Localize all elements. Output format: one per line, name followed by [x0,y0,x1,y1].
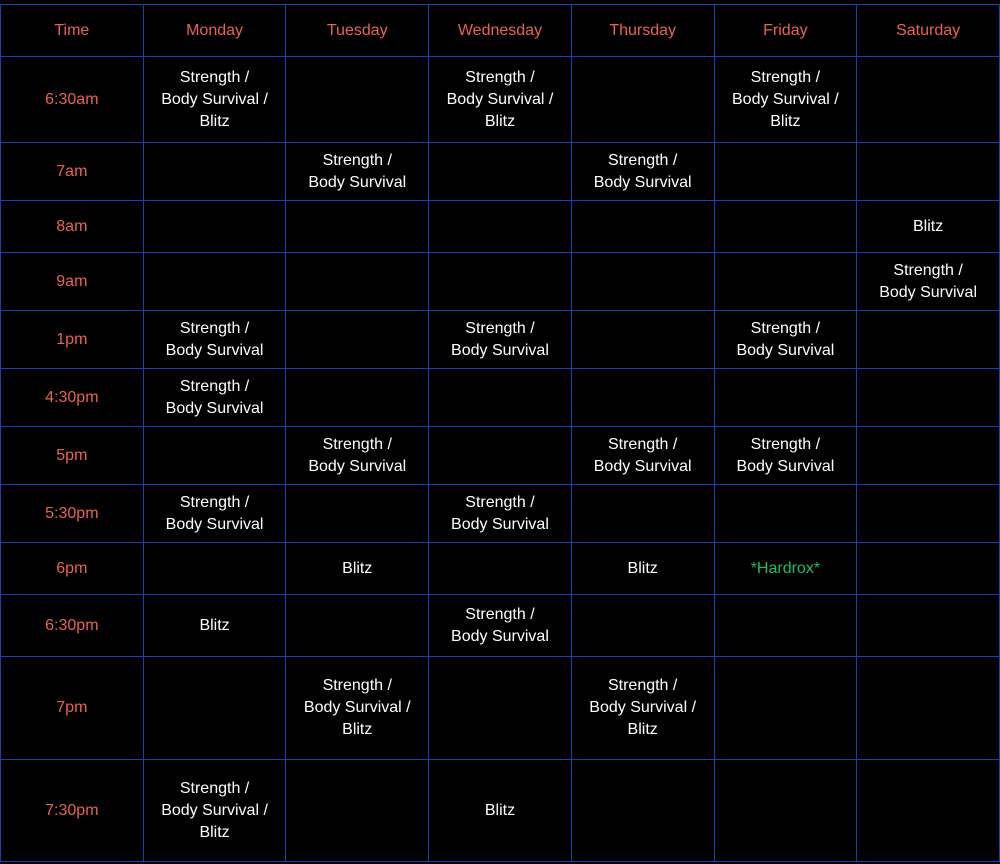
class-cell [286,595,429,657]
class-cell [714,369,857,427]
table-row [1,369,1000,427]
header-time: Time [1,5,144,57]
class-cell: Strength / Body Survival [429,595,572,657]
class-cell [714,201,857,253]
table-row [1,311,1000,369]
table-row [1,485,1000,543]
class-cell: Blitz [429,760,572,862]
time-slot: 6:30pm [1,595,144,657]
class-cell: Strength / Body Survival / Blitz [571,657,714,760]
class-cell: Strength / Body Survival / Blitz [429,57,572,143]
class-cell [571,369,714,427]
class-cell: Strength / Body Survival [286,427,429,485]
class-cell [857,143,1000,201]
class-cell [143,427,286,485]
time-slot: 1pm [1,311,144,369]
class-cell: Strength / Body Survival [143,485,286,543]
class-cell [143,657,286,760]
time-slot: 6:30am [1,57,144,143]
class-cell: Blitz [571,543,714,595]
class-cell [571,57,714,143]
class-cell [857,543,1000,595]
table-row [1,657,1000,760]
class-cell [571,201,714,253]
class-cell [571,311,714,369]
header-saturday: Saturday [857,5,1000,57]
time-slot: 8am [1,201,144,253]
class-cell [857,657,1000,760]
class-cell [857,760,1000,862]
class-cell [714,657,857,760]
class-cell [429,201,572,253]
class-cell [714,143,857,201]
table-row [1,57,1000,143]
class-cell [857,57,1000,143]
header-monday: Monday [143,5,286,57]
table-row [1,143,1000,201]
class-cell [571,485,714,543]
class-cell [286,201,429,253]
class-cell [714,253,857,311]
time-slot: 9am [1,253,144,311]
class-cell [286,253,429,311]
schedule-table [0,4,1000,862]
class-cell [143,543,286,595]
special-class-cell: *Hardrox* [714,543,857,595]
class-cell: Blitz [143,595,286,657]
class-cell [286,369,429,427]
class-cell: Blitz [857,201,1000,253]
class-cell: Strength / Body Survival [714,311,857,369]
time-slot: 5:30pm [1,485,144,543]
class-cell: Blitz [286,543,429,595]
class-cell: Strength / Body Survival [143,369,286,427]
class-cell [571,253,714,311]
table-row [1,253,1000,311]
header-wednesday: Wednesday [429,5,572,57]
time-slot: 7pm [1,657,144,760]
class-cell [286,760,429,862]
class-cell [571,595,714,657]
class-cell [571,760,714,862]
class-cell: Strength / Body Survival [429,485,572,543]
table-row [1,201,1000,253]
class-cell [857,427,1000,485]
class-cell [857,485,1000,543]
time-slot: 4:30pm [1,369,144,427]
class-cell [286,485,429,543]
class-cell [429,657,572,760]
class-cell: Strength / Body Survival [286,143,429,201]
class-cell [143,201,286,253]
class-cell [429,253,572,311]
time-slot: 5pm [1,427,144,485]
header-row [1,5,1000,57]
class-cell: Strength / Body Survival [857,253,1000,311]
class-cell [429,543,572,595]
table-row [1,427,1000,485]
class-cell [429,427,572,485]
class-cell: Strength / Body Survival [571,427,714,485]
time-slot: 6pm [1,543,144,595]
class-cell [857,311,1000,369]
header-friday: Friday [714,5,857,57]
class-cell [429,369,572,427]
class-cell [429,143,572,201]
time-slot: 7am [1,143,144,201]
time-slot: 7:30pm [1,760,144,862]
class-cell: Strength / Body Survival [143,311,286,369]
class-cell [857,369,1000,427]
class-cell [286,311,429,369]
class-cell: Strength / Body Survival / Blitz [143,57,286,143]
class-cell [714,485,857,543]
header-thursday: Thursday [571,5,714,57]
class-cell [714,595,857,657]
class-cell [143,143,286,201]
table-row [1,595,1000,657]
class-cell [714,760,857,862]
class-cell: Strength / Body Survival / Blitz [714,57,857,143]
class-cell: Strength / Body Survival [571,143,714,201]
header-tuesday: Tuesday [286,5,429,57]
class-cell [286,57,429,143]
class-cell: Strength / Body Survival / Blitz [143,760,286,862]
class-cell: Strength / Body Survival / Blitz [286,657,429,760]
class-cell: Strength / Body Survival [714,427,857,485]
table-row [1,543,1000,595]
class-cell: Strength / Body Survival [429,311,572,369]
class-cell [857,595,1000,657]
class-cell [143,253,286,311]
table-row [1,760,1000,862]
